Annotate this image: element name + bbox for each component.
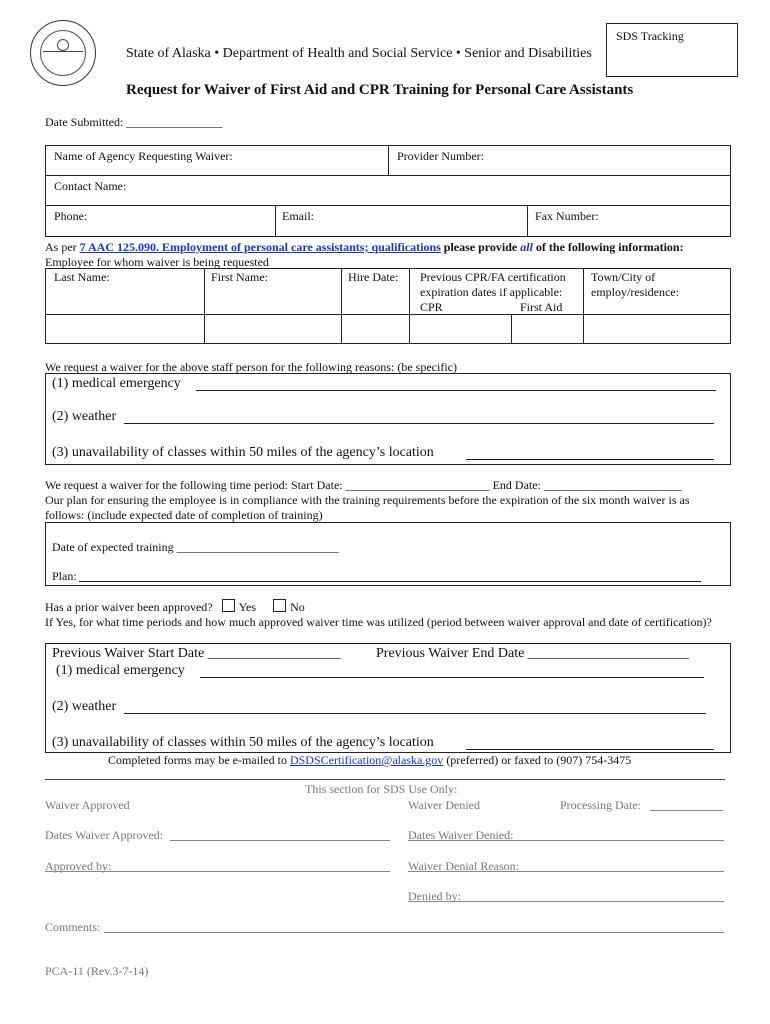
sds-tracking-box[interactable] — [606, 23, 738, 77]
comments-label: Comments: — [45, 920, 101, 934]
prior-weather-label: (2) weather — [52, 699, 117, 714]
waiver-approved-label[interactable]: Waiver Approved — [45, 798, 130, 812]
no-checkbox[interactable] — [273, 599, 286, 612]
agency-info-table — [45, 145, 731, 237]
denial-reason-label: Waiver Denial Reason: — [408, 859, 519, 873]
contact-name-field[interactable]: Contact Name: — [54, 179, 127, 193]
first-aid-header: First Aid — [520, 300, 563, 314]
agency-header-line: State of Alaska • Department of Health and Social Service • Senior and Disabilities — [126, 46, 592, 61]
denied-by-line[interactable] — [408, 901, 724, 902]
plan-label: Plan: — [52, 569, 77, 583]
as-per-instruction — [45, 240, 684, 255]
completed-suffix: (preferred) or faxed to (907) 754-3475 — [443, 753, 632, 767]
hire-date-header: Hire Date: — [348, 270, 399, 284]
reason-unavail-label: (3) unavailability of classes within 50 miles of the agency’s location — [52, 445, 434, 460]
employee-table — [45, 268, 731, 344]
dates-approved-line[interactable] — [170, 840, 390, 841]
email-field[interactable]: Email: — [282, 209, 314, 223]
plan-box — [45, 522, 731, 586]
prior-weather-line[interactable] — [124, 713, 706, 714]
as-per-prefix: As per — [45, 240, 80, 254]
reason-weather-label: (2) weather — [52, 409, 117, 424]
denied-by-label: Denied by: — [408, 889, 461, 903]
sds-tracking-label: SDS Tracking — [616, 29, 684, 43]
certification-email-link[interactable]: DSDSCertification@alaska.gov — [289, 753, 444, 767]
seal-sun-icon — [57, 39, 69, 51]
yes-label: Yes — [238, 600, 257, 614]
employee-caption: Employee for whom waiver is being requested — [45, 255, 269, 269]
processing-date-line[interactable] — [650, 810, 723, 811]
denial-reason-line[interactable] — [408, 871, 724, 872]
seal-landscape-icon — [43, 51, 83, 64]
prior-unavail-line[interactable] — [466, 749, 714, 750]
prev-waiver-start[interactable]: Previous Waiver Start Date ___________________ — [52, 646, 341, 661]
plan-intro: Our plan for ensuring the employee is in compliance with the training requirements before the expiration of the six month waiver is as follows: (include expected date of completion of training) — [45, 493, 690, 522]
prior-medical-label: (1) medical emergency — [56, 663, 185, 678]
reason-medical-label: (1) medical emergency — [52, 376, 181, 391]
agency-name-field[interactable]: Name of Agency Requesting Waiver: — [54, 149, 233, 163]
prior-medical-line[interactable] — [200, 677, 704, 678]
prev-waiver-end[interactable]: Previous Waiver End Date _______________________ — [376, 646, 689, 661]
reason-weather-line[interactable] — [124, 423, 714, 424]
prior-waiver-question-row — [45, 599, 305, 615]
town-header-1: Town/City of — [591, 270, 656, 284]
as-per-middle: please provide — [440, 240, 521, 254]
prior-waiver-box — [45, 643, 731, 753]
as-per-suffix: of the following information: — [532, 240, 684, 254]
approved-by-label: Approved by: — [45, 859, 112, 873]
waiver-denied-label[interactable]: Waiver Denied — [408, 798, 480, 812]
prior-unavail-label: (3) unavailability of classes within 50 miles of the agency’s location — [52, 735, 434, 750]
prior-waiver-question: Has a prior waiver been approved? — [45, 600, 213, 614]
date-submitted[interactable]: Date Submitted: ________________ — [45, 115, 223, 129]
expected-training-date[interactable]: Date of expected training ___________________________ — [52, 540, 339, 554]
yes-option[interactable] — [222, 600, 256, 614]
reason-unavail-line[interactable] — [466, 459, 714, 460]
no-option[interactable] — [273, 600, 305, 614]
first-name-header: First Name: — [211, 270, 268, 284]
as-per-all: all — [520, 240, 533, 254]
reasons-box — [45, 373, 731, 465]
reasons-intro: We request a waiver for the above staff person for the following reasons: (be specific) — [45, 360, 457, 374]
comments-line[interactable] — [104, 932, 724, 933]
dates-denied-label: Dates Waiver Denied: — [408, 828, 514, 842]
prev-cert-header-2: expiration dates if applicable: — [420, 285, 563, 299]
provider-number-field[interactable]: Provider Number: — [397, 149, 484, 163]
sds-use-title: This section for SDS Use Only: — [305, 782, 458, 796]
completed-prefix: Completed forms may be e-mailed to — [108, 753, 290, 767]
fax-number-field[interactable]: Fax Number: — [535, 209, 599, 223]
dates-approved-label: Dates Waiver Approved: — [45, 828, 164, 842]
reason-medical-line[interactable] — [196, 390, 716, 391]
prev-cert-header-1: Previous CPR/FA certification — [420, 270, 566, 284]
if-yes-text: If Yes, for what time periods and how much approved waiver time was utilized (period between waiver approval and date of certification)? — [45, 615, 712, 629]
town-header-2: employ/residence: — [591, 285, 679, 299]
last-name-header: Last Name: — [54, 270, 110, 284]
section-divider — [45, 779, 725, 780]
plan-line[interactable] — [79, 581, 701, 582]
submission-instructions — [108, 753, 631, 768]
processing-date-label: Processing Date: — [560, 798, 641, 812]
form-footer: PCA-11 (Rev.3-7-14) — [45, 964, 149, 978]
form-title: Request for Waiver of First Aid and CPR Training for Personal Care Assistants — [126, 82, 634, 98]
no-label: No — [290, 600, 305, 614]
yes-checkbox[interactable] — [222, 599, 235, 612]
state-seal-logo — [30, 20, 96, 86]
regulation-link[interactable]: 7 AAC 125.090. Employment of personal care assistants; qualifications — [79, 240, 441, 254]
cpr-header: CPR — [420, 300, 443, 314]
phone-field[interactable]: Phone: — [54, 209, 88, 223]
waiver-period-line[interactable]: We request a waiver for the following time period: Start Date: ________________________ End Date: _______________________ — [45, 478, 682, 492]
dates-denied-line[interactable] — [408, 840, 724, 841]
approved-by-line[interactable] — [45, 871, 390, 872]
